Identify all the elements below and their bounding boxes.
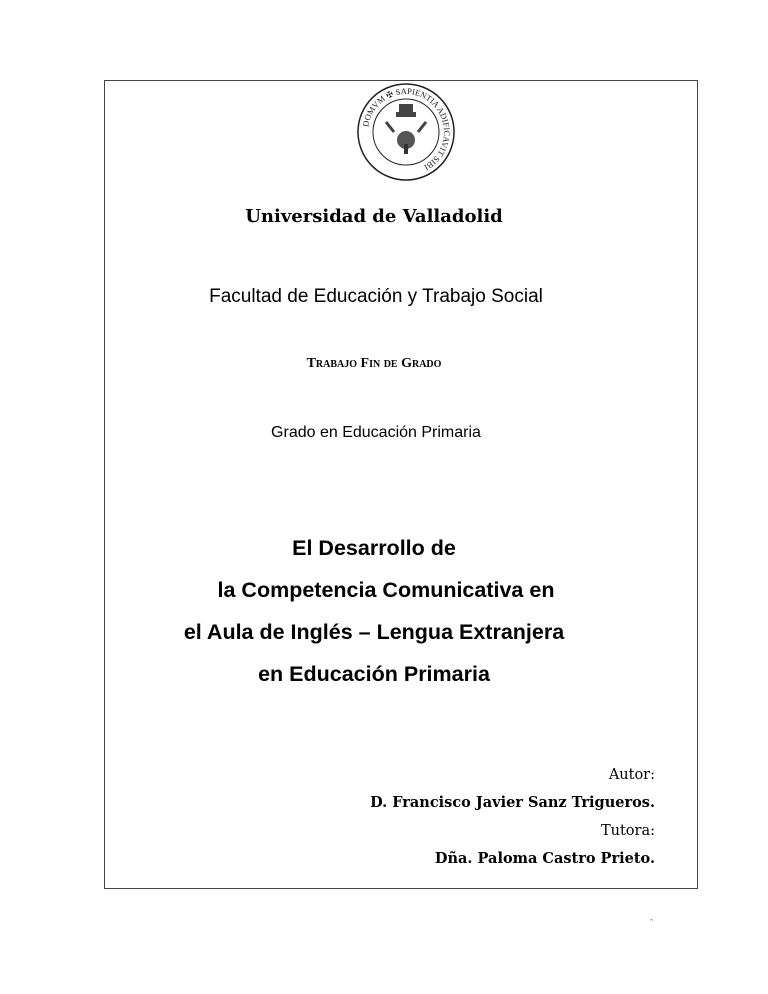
title-line-1: El Desarrollo de: [292, 536, 456, 560]
document-type: Trabajo Fin de Grado: [306, 356, 442, 371]
svg-text:DOMVM ✠ SAPIENTIA ADIFICAVIT S: DOMVM ✠ SAPIENTIA ADIFICAVIT SIBI: [360, 85, 453, 173]
tutor-name: Dña. Paloma Castro Prieto.: [434, 850, 655, 867]
page-mark: ˆ: [650, 918, 653, 928]
tutor-label: Tutora:: [600, 823, 655, 839]
university-seal-logo: [356, 82, 456, 182]
title-line-3: el Aula de Inglés – Lengua Extranjera: [183, 620, 565, 644]
faculty-name: Facultad de Educación y Trabajo Social: [209, 286, 543, 307]
title-line-4: en Educación Primaria: [258, 662, 490, 686]
degree-name: Grado en Educación Primaria: [271, 424, 481, 441]
author-label: Autor:: [608, 767, 655, 783]
university-name: Universidad de Valladolid: [245, 206, 503, 227]
author-name: D. Francisco Javier Sanz Trigueros.: [370, 794, 655, 811]
title-line-2: la Competencia Comunicativa en: [217, 578, 555, 602]
